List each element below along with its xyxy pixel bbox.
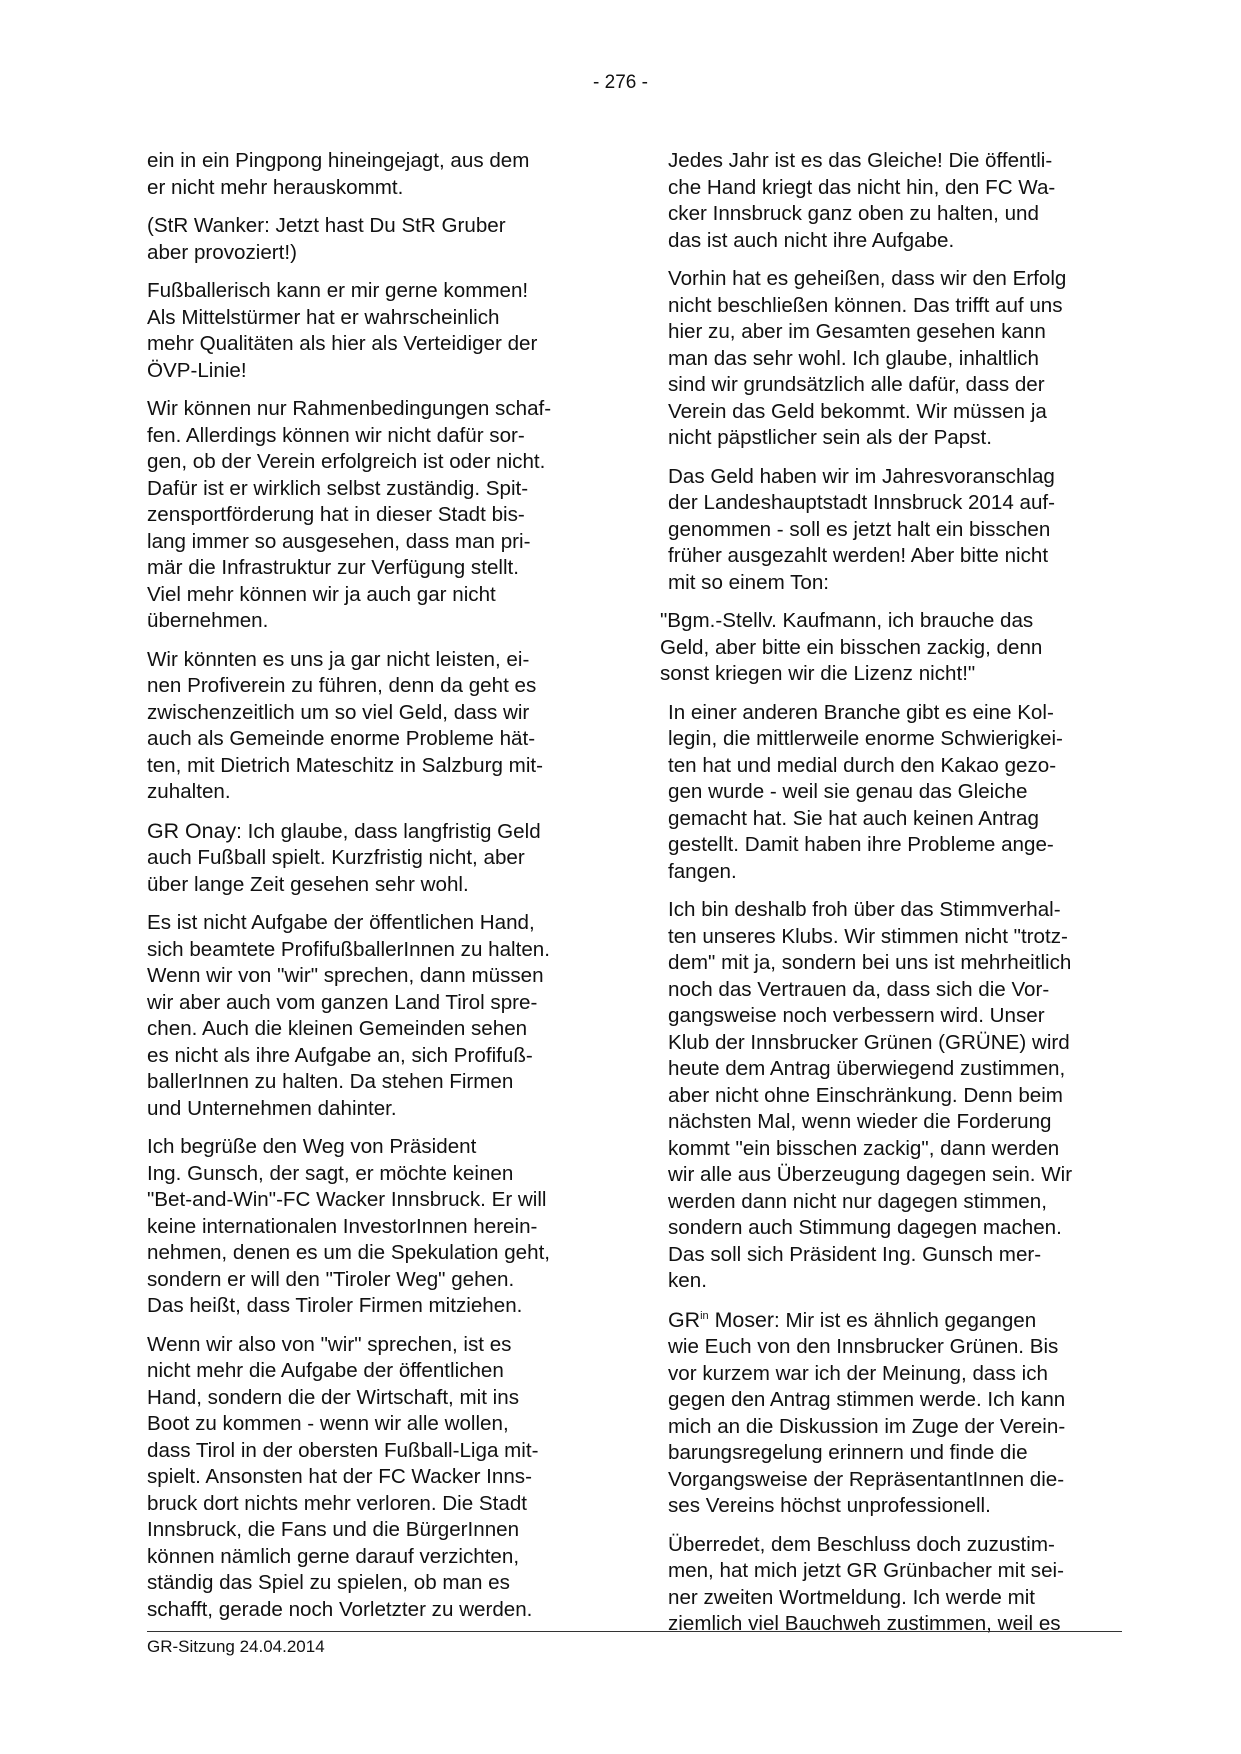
speaker-text: : Ich glaube, dass langfristig Geld auch Fußball spielt. Kurzfristig nicht, aber über lange Zeit gesehen sehr wohl. bbox=[147, 819, 541, 896]
paragraph: Es ist nicht Aufgabe der öffentlichen Hand, sich beamtete ProfifußballerInnen zu halten. Wenn wir von "wir" sprechen, dann müssen wir aber auch vom ganzen Land Tirol spre- chen. Auch die kleinen Gemeinden sehen es nicht als ihre Aufgabe an, sich Profifuß- ballerInnen zu halten. Da stehen Firmen und Unternehmen dahinter. bbox=[147, 911, 550, 1120]
right-column bbox=[660, 148, 1128, 1650]
page-number: - 276 - bbox=[593, 72, 648, 93]
paragraph: Überredet, dem Beschluss doch zuzustim- men, hat mich jetzt GR Grünbacher mit sei- ner zweiten Wortmeldung. Ich werde mit ziemlich viel Bauchweh zustimmen, weil es bbox=[668, 1532, 1064, 1635]
speaker-title-superscript: in bbox=[700, 1309, 709, 1322]
paragraph: Fußballerisch kann er mir gerne kommen! Als Mittelstürmer hat er wahrscheinlich mehr Qualitäten als hier als Verteidiger der ÖVP-Linie! bbox=[147, 279, 538, 382]
footer-divider bbox=[147, 1631, 1122, 1632]
paragraph: Jedes Jahr ist es das Gleiche! Die öffentli- che Hand kriegt das nicht hin, den FC Wa- cker Innsbruck ganz oben zu halten, und das ist auch nicht ihre Aufgabe. bbox=[668, 149, 1056, 252]
speaker-paragraph bbox=[147, 818, 602, 899]
left-column bbox=[147, 148, 602, 1635]
paragraph: Wenn wir also von "wir" sprechen, ist es nicht mehr die Aufgabe der öffentlichen Hand, sondern die der Wirtschaft, mit ins Boot zu kommen - wenn wir alle wollen, dass Tirol in der obersten Fußball-Liga mit- spielt. Ansonsten hat der FC Wacker Inns- bruck dort nichts mehr verloren. Die Stadt Innsbruck, die Fans und die BürgerInnen können nämlich gerne darauf verzichten, ständig das Spiel zu spielen, ob man es schafft, gerade noch Vorletzter zu werden. bbox=[147, 1332, 539, 1621]
speaker-name: Moser bbox=[708, 1307, 775, 1332]
paragraph: Ich bin deshalb froh über das Stimmverhal- ten unseres Klubs. Wir stimmen nicht "trotz- dem" mit ja, sondern bei uns ist mehrheitlich noch das Vertrauen da, dass sich die Vor- gangsweise noch verbessern wird. Unser Klub der Innsbrucker Grünen (GRÜNE) wird heute dem Antrag überwiegend zustimmen, aber nicht ohne Einschränkung. Denn beim nächsten Mal, wenn wieder die Forderung kommt "ein bisschen zackig", dann werden wir alle aus Überzeugung dagegen sein. Wir werden dann nicht nur dagegen stimmen, sondern auch Stimmung dagegen machen. Das soll sich Präsident Ing. Gunsch mer- ken. bbox=[668, 898, 1073, 1292]
speaker-text: : Mir ist es ähnlich gegangen wie Euch von den Innsbrucker Grünen. Bis vor kurzem war ich der Meinung, dass ich gegen den Antrag stimmen werde. Ich kann mich an die Diskussion im Zuge der Verein- barungsregelung erinnern und finde die Vorgangsweise der RepräsentantInnen die- ses Vereins höchst unprofessionell. bbox=[668, 1308, 1066, 1517]
paragraph: Das Geld haben wir im Jahresvoranschlag der Landeshauptstadt Innsbruck 2014 auf- genommen - soll es jetzt halt ein bisschen früher ausgezahlt werden! Aber bitte nicht mit so einem Ton: bbox=[668, 464, 1055, 594]
paragraph: Vorhin hat es geheißen, dass wir den Erfolg nicht beschließen können. Das trifft auf uns hier zu, aber im Gesamten gesehen kann man das sehr wohl. Ich glaube, inhaltlich sind wir grundsätzlich alle dafür, dass der Verein das Geld bekommt. Wir müssen ja nicht päpstlicher sein als der Papst. bbox=[668, 267, 1067, 449]
quote-paragraph: "Bgm.-Stellv. Kaufmann, ich brauche das Geld, aber bitte ein bisschen zackig, denn sonst kriegen wir die Lizenz nicht!" bbox=[660, 609, 1043, 685]
paragraph: Wir könnten es uns ja gar nicht leisten, ei- nen Profiverein zu führen, denn da geht es zwischenzeitlich um so viel Geld, dass wir auch als Gemeinde enorme Probleme hät- ten, mit Dietrich Mateschitz in Salzburg mit- zuhalten. bbox=[147, 647, 543, 803]
footer-session-date: GR-Sitzung 24.04.2014 bbox=[147, 1637, 325, 1656]
speaker-paragraph bbox=[668, 1307, 1128, 1520]
paragraph: Ich begrüße den Weg von Präsident Ing. Gunsch, der sagt, er möchte keinen "Bet-and-Win"-FC Wacker Innsbruck. Er will keine internationalen InvestorInnen herein- nehmen, denen es um die Spekulation geht, sondern er will den "Tiroler Weg" gehen. Das heißt, dass Tiroler Firmen mitziehen. bbox=[147, 1135, 551, 1317]
paragraph: ein in ein Pingpong hineingejagt, aus dem er nicht mehr herauskommt. bbox=[147, 149, 530, 199]
speaker-name: GR Onay bbox=[147, 818, 237, 843]
paragraph: Wir können nur Rahmenbedingungen schaf- fen. Allerdings können wir nicht dafür sor- gen, ob der Verein erfolgreich ist oder nicht. Dafür ist er wirklich selbst zuständig. Spit- zensportförderung hat in dieser Stadt bis- lang immer so ausgesehen, dass man pri- mär die Infrastruktur zur Verfügung stellt. Viel mehr können wir ja auch gar nicht übernehmen. bbox=[147, 397, 552, 632]
speaker-title: GR bbox=[668, 1307, 701, 1332]
paragraph: In einer anderen Branche gibt es eine Kol- legin, die mittlerweile enorme Schwierigkei- ten hat und medial durch den Kakao gezo- gen wurde - weil sie genau das Gleiche gemacht hat. Sie hat auch keinen Antrag gestellt. Damit haben ihre Probleme ange- fangen. bbox=[668, 700, 1063, 883]
paragraph: (StR Wanker: Jetzt hast Du StR Gruber aber provoziert!) bbox=[147, 214, 506, 264]
